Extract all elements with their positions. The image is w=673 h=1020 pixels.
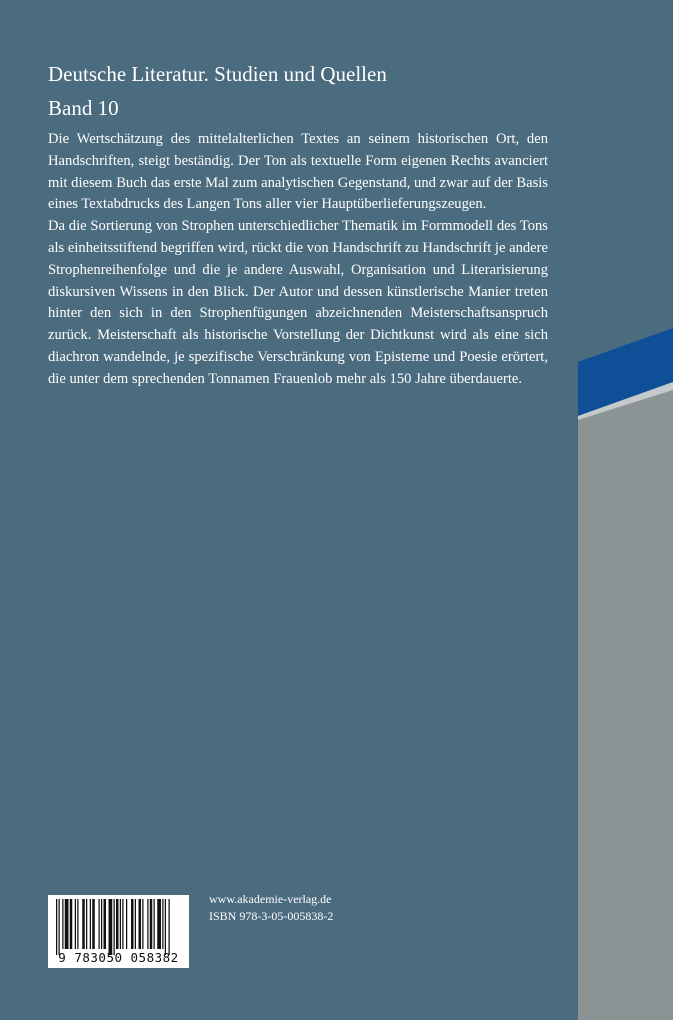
barcode-bar	[82, 899, 85, 949]
barcode-bar	[92, 899, 95, 949]
barcode-bar	[169, 899, 170, 955]
blurb-paragraph-1: Die Wertschätzung des mittelalterlichen Textes an seinem historischen Ort, den Handschriften, steigt beständig. Der Ton als textuelle Form eigenen Rechts avanciert mit diesem Buch das erste Mal zum analytischen Gegenstand, und zwar auf der Basis eines Textabdrucks des Langen Tons aller vier Hauptüberlieferungszeugen.	[48, 131, 548, 213]
barcode-bar	[131, 899, 134, 949]
decorative-grey-panel	[578, 380, 673, 1020]
barcode-bar	[126, 899, 127, 949]
publisher-imprint	[209, 891, 333, 925]
barcode-bar	[122, 899, 123, 949]
barcode-bar	[65, 899, 69, 949]
publisher-url: www.akademie-verlag.de	[209, 892, 332, 906]
barcode-bar	[116, 899, 119, 949]
decorative-stripes	[578, 320, 673, 420]
barcode-bar	[101, 899, 102, 949]
barcode-bar	[154, 899, 155, 949]
barcode-bar	[70, 899, 73, 949]
barcode-bar	[56, 899, 57, 955]
isbn-number: ISBN 978-3-05-005838-2	[209, 909, 334, 923]
barcode-bar	[147, 899, 148, 949]
barcode-bar	[150, 899, 153, 949]
barcode-bar	[86, 899, 87, 949]
barcode-bar	[75, 899, 76, 949]
barcode-bar	[99, 899, 100, 949]
barcode-bar	[120, 899, 121, 949]
barcode-bar	[135, 899, 136, 949]
barcode-bar	[90, 899, 91, 949]
blurb-paragraph-2: Da die Sortierung von Strophen unterschiedlicher Thematik im Formmodell des Tons als einheitsstiftend begriffen wird, rückt die von Handschrift zu Handschrift je andere Strophenreihenfolge und die je andere Auswahl, Organisation und Literarisierung diskursiven Wissens in den Blick. Der Autor und dessen künstlerische Manier treten hinter den sich in den Strophenfügungen abzeichnenden Meisterschaftsanspruch zurück. Meisterschaft als historische Vorstellung der Dichtkunst wird als eine sich diachron wandelnde, je spezifische Verschränkung von Episteme und Poesie erörtert, die unter dem sprechenden Tonnamen Frauenlob mehr als 150 Jahre überdauerte.	[48, 218, 548, 387]
barcode-bar	[109, 899, 113, 955]
barcode-bar	[162, 899, 163, 949]
barcode-bar	[59, 899, 60, 955]
series-title: Deutsche Literatur. Studien und Quellen	[48, 62, 387, 86]
blurb-text	[48, 129, 548, 391]
barcode-bar	[104, 899, 107, 949]
barcode-digits: 9 783050 058382	[58, 950, 179, 965]
isbn-barcode	[48, 895, 189, 968]
barcode-bar	[77, 899, 78, 949]
barcode-bar	[139, 899, 142, 949]
barcode-bar	[157, 899, 161, 949]
barcode-bar	[142, 899, 143, 949]
barcode-bar	[165, 899, 166, 955]
series-volume: Band 10	[48, 96, 119, 120]
barcode-bar	[114, 899, 115, 955]
barcode-bar	[62, 899, 63, 949]
